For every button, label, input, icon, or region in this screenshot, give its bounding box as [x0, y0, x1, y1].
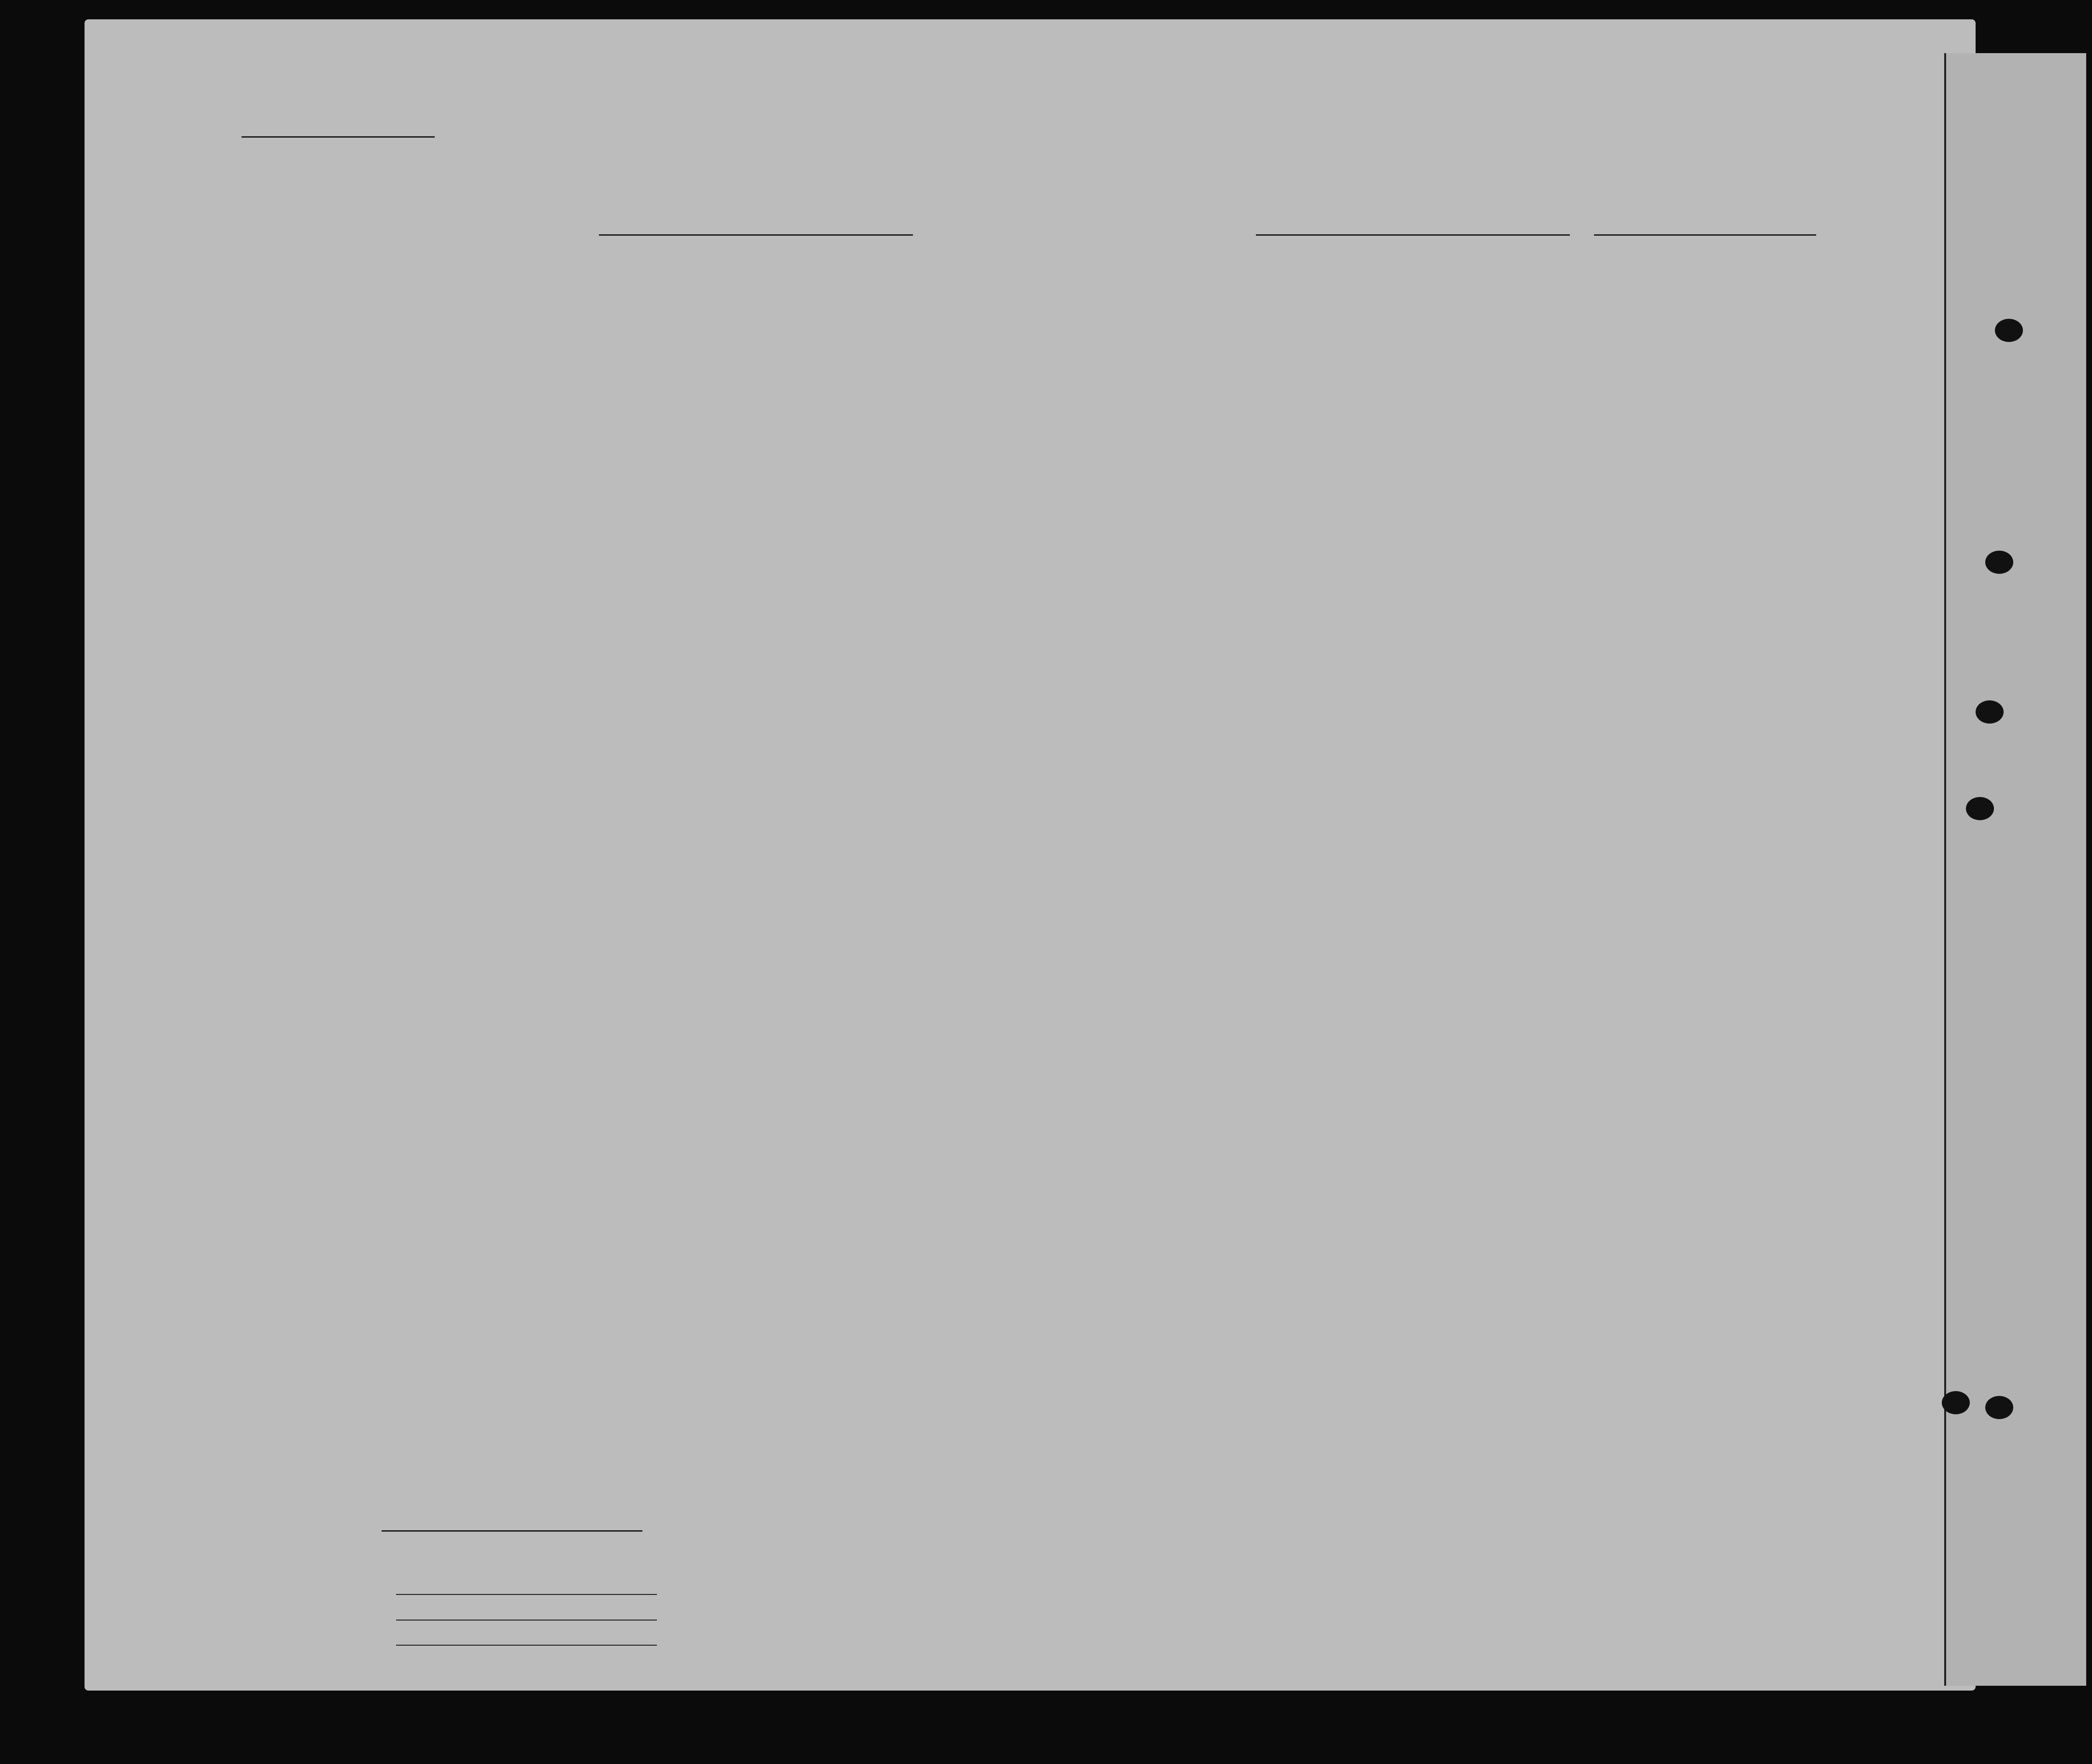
binder-hole-2 [1985, 551, 2013, 574]
closed-underline [382, 1530, 642, 1532]
next-page-edge [1944, 53, 2086, 1686]
us-citizens-line [396, 1620, 657, 1621]
list-underline [242, 136, 435, 138]
total-passengers-line [396, 1594, 657, 1595]
binder-hole-3 [1976, 700, 2004, 724]
ship-underline [599, 234, 913, 236]
binder-hole-5 [1942, 1391, 1970, 1414]
date-underline [1594, 234, 1816, 236]
binder-hole-4 [1966, 797, 1994, 820]
binder-hole-6 [1985, 1396, 2013, 1419]
manifest-sheet [85, 19, 1976, 1691]
port-underline [1256, 234, 1570, 236]
binder-hole-1 [1995, 319, 2023, 342]
aliens-line [396, 1645, 657, 1646]
